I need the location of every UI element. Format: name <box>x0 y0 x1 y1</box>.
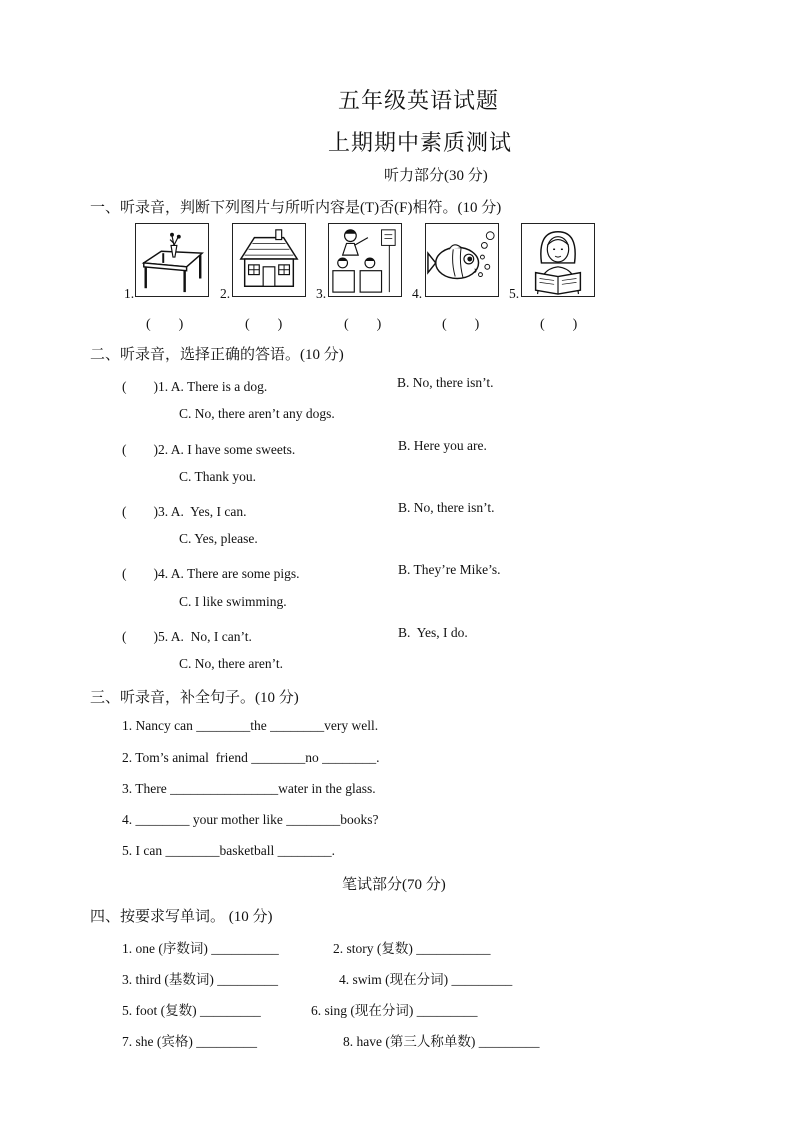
word-item: 1. one (序数词) __________ <box>122 941 279 956</box>
answer-paren[interactable]: ( ) <box>344 317 382 332</box>
section3-heading: 三、听录音，补全句子。(10 分) <box>90 690 299 706</box>
answer-paren[interactable]: ( ) <box>540 317 578 332</box>
girl-reading-icon <box>522 224 594 296</box>
written-part-label: 笔试部分(70 分) <box>342 877 446 893</box>
listening-part-label: 听力部分(30 分) <box>384 168 488 184</box>
word-item: 7. she (宾格) _________ <box>122 1034 257 1049</box>
word-item: 6. sing (现在分词) _________ <box>311 1003 478 1018</box>
option-c: C. No, there aren’t. <box>179 656 283 671</box>
word-item: 5. foot (复数) _________ <box>122 1003 261 1018</box>
word-item: 2. story (复数) ___________ <box>333 941 491 956</box>
exam-subtitle: 上期期中素质测试 <box>328 130 513 155</box>
question-line: ( )2. A. I have some sweets. <box>122 442 296 457</box>
fill-sentence: 2. Tom’s animal friend ________no ________. <box>122 750 380 765</box>
exam-title: 五年级英语试题 <box>338 88 500 113</box>
picture-number: 4. <box>412 286 423 301</box>
question-line: ( )4. A. There are some pigs. <box>122 566 300 581</box>
section2-heading: 二、听录音，选择正确的答语。(10 分) <box>90 347 344 363</box>
word-item: 8. have (第三人称单数) _________ <box>343 1034 540 1049</box>
answer-paren[interactable]: ( ) <box>245 317 283 332</box>
question-line: ( )1. A. There is a dog. <box>122 379 268 394</box>
picture-box <box>135 223 209 297</box>
question-line: ( )5. A. No, I can’t. <box>122 629 252 644</box>
section4-heading: 四、按要求写单词。 (10 分) <box>90 909 273 925</box>
house-icon <box>233 224 305 296</box>
section1-heading: 一、听录音，判断下列图片与所听内容是(T)否(F)相符。(10 分) <box>90 200 502 216</box>
picture-number: 1. <box>124 286 135 301</box>
table-with-vase-icon <box>136 224 208 296</box>
picture-number: 3. <box>316 286 327 301</box>
fill-sentence: 3. There ________________water in the glass. <box>122 781 376 796</box>
option-b: B. Yes, I do. <box>398 625 468 640</box>
option-c: C. Thank you. <box>179 469 256 484</box>
picture-box <box>425 223 499 297</box>
classroom-teacher-icon <box>329 224 401 296</box>
picture-box <box>328 223 402 297</box>
word-item: 4. swim (现在分词) _________ <box>339 972 513 987</box>
fish-icon <box>426 224 498 296</box>
fill-sentence: 5. I can ________basketball ________. <box>122 843 335 858</box>
answer-paren[interactable]: ( ) <box>442 317 480 332</box>
option-c: C. I like swimming. <box>179 594 287 609</box>
option-b: B. Here you are. <box>398 438 487 453</box>
option-b: B. No, there isn’t. <box>398 500 495 515</box>
question-line: ( )3. A. Yes, I can. <box>122 504 247 519</box>
picture-box <box>521 223 595 297</box>
picture-number: 5. <box>509 286 520 301</box>
option-b: B. They’re Mike’s. <box>398 562 501 577</box>
picture-box <box>232 223 306 297</box>
answer-paren[interactable]: ( ) <box>146 317 184 332</box>
option-b: B. No, there isn’t. <box>397 375 494 390</box>
option-c: C. No, there aren’t any dogs. <box>179 406 335 421</box>
picture-number: 2. <box>220 286 231 301</box>
word-item: 3. third (基数词) _________ <box>122 972 278 987</box>
fill-sentence: 4. ________ your mother like ________books? <box>122 812 379 827</box>
fill-sentence: 1. Nancy can ________the ________very well. <box>122 718 379 733</box>
option-c: C. Yes, please. <box>179 531 258 546</box>
